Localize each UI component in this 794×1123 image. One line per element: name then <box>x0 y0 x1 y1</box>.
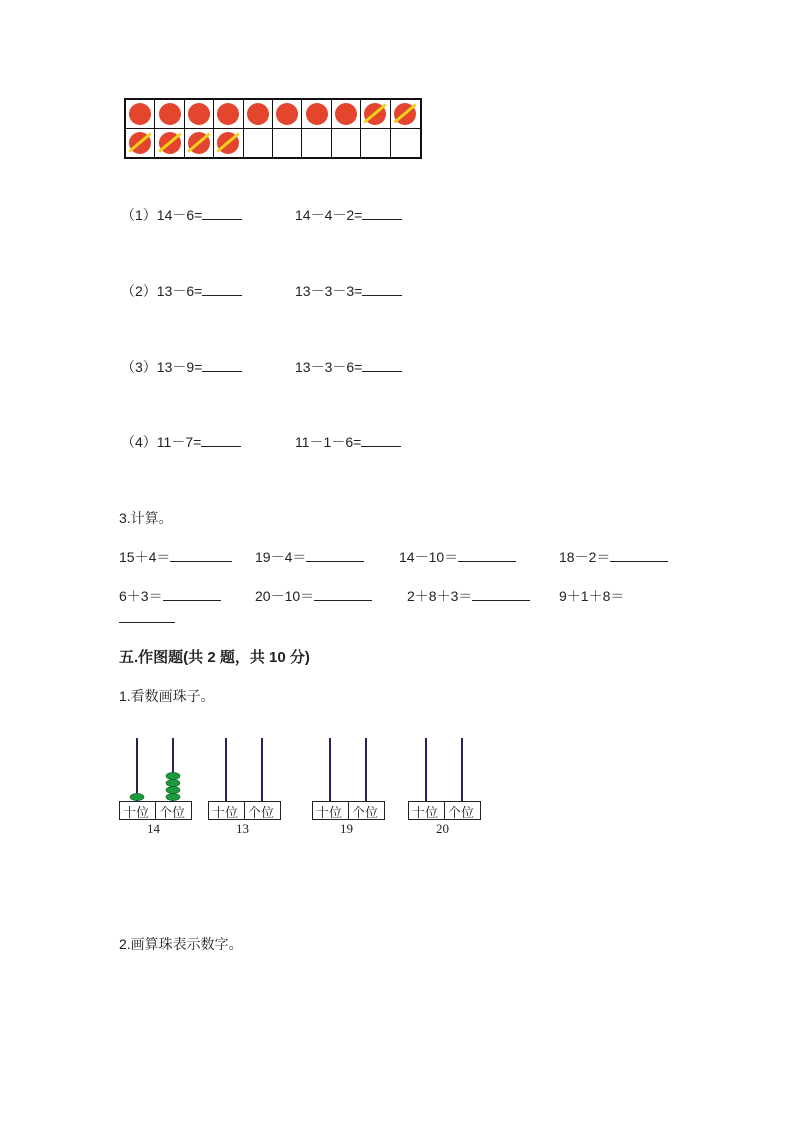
ten-frame-cell <box>391 129 420 158</box>
abacus-bead <box>166 793 180 800</box>
q2-item-1-left: （1）14－6= <box>121 205 242 225</box>
counter-dot <box>276 103 298 125</box>
answer-blank[interactable] <box>202 357 242 372</box>
answer-blank[interactable] <box>362 357 402 372</box>
ten-frame-cell <box>214 129 243 158</box>
abacus-bead <box>166 772 180 779</box>
q3-row2-item3: 2＋8＋3＝ <box>407 586 530 606</box>
ten-frame-cell <box>185 129 214 158</box>
ten-frame-cell <box>273 129 302 158</box>
ten-frame-cell <box>391 100 420 129</box>
ten-frame-cell <box>185 100 214 129</box>
answer-blank[interactable] <box>202 205 242 220</box>
answer-blank[interactable] <box>458 547 516 562</box>
q2-item-1-right: 14－4－2= <box>295 205 402 225</box>
q5-1-title: 1.看数画珠子。 <box>119 688 215 704</box>
abacus-number: 20 <box>436 821 449 836</box>
ones-label: 个位 <box>159 805 186 820</box>
answer-blank[interactable] <box>163 586 221 601</box>
q2-item-3-left: （3）13－9= <box>121 357 242 377</box>
ten-frame-cell <box>126 129 155 158</box>
q3-row1-item2: 19－4＝ <box>255 547 364 567</box>
answer-blank[interactable] <box>610 547 668 562</box>
q2-item-3-right: 13－3－6= <box>295 357 402 377</box>
counter-dot <box>306 103 328 125</box>
abacus-number: 19 <box>340 821 353 836</box>
ten-frame-cell <box>361 129 390 158</box>
abacus-bead <box>130 793 144 800</box>
counter-dot <box>217 103 239 125</box>
ten-frame-cell <box>273 100 302 129</box>
ten-frame-cell <box>126 100 155 129</box>
ten-frame-cell <box>361 100 390 129</box>
ten-frame-cell <box>332 100 361 129</box>
q3-row1-item1: 15＋4＝ <box>119 547 232 567</box>
ten-frame-cell <box>155 100 184 129</box>
answer-blank[interactable] <box>361 432 401 447</box>
q3-row2-item1: 6＋3＝ <box>119 586 221 606</box>
ten-frame <box>124 98 422 159</box>
answer-blank[interactable] <box>170 547 232 562</box>
q3-row1-item3: 14－10＝ <box>399 547 516 567</box>
abacus-bead <box>166 786 180 793</box>
answer-blank[interactable] <box>119 608 175 623</box>
q2-item-2-left: （2）13－6= <box>121 281 242 301</box>
ones-label: 个位 <box>248 805 275 820</box>
answer-blank[interactable] <box>201 432 241 447</box>
ten-frame-cell <box>155 129 184 158</box>
tens-label: 十位 <box>212 805 239 820</box>
section-title: 五.作图题(共 2 题，共 10 分) <box>119 649 310 666</box>
q2-item-4-right: 11－1－6= <box>295 432 401 452</box>
q3-row2-item2: 20－10＝ <box>255 586 372 606</box>
ones-label: 个位 <box>352 805 379 820</box>
counter-dot <box>188 103 210 125</box>
counter-dot <box>159 103 181 125</box>
q2-item-4-left: （4）11－7= <box>121 432 241 452</box>
counter-dot <box>129 103 151 125</box>
ten-frame-cell <box>244 100 273 129</box>
q2-item-2-right: 13－3－3= <box>295 281 402 301</box>
counter-dot <box>335 103 357 125</box>
q3-title: 3.计算。 <box>119 510 173 526</box>
answer-blank[interactable] <box>472 586 530 601</box>
ten-frame-cell <box>332 129 361 158</box>
ten-frame-cell <box>244 129 273 158</box>
ten-frame-cell <box>302 100 331 129</box>
abacus-number: 13 <box>236 821 249 836</box>
answer-blank[interactable] <box>314 586 372 601</box>
ones-label: 个位 <box>448 805 475 820</box>
abacus-group <box>110 732 490 840</box>
abacus-bead <box>166 779 180 786</box>
counter-dot <box>247 103 269 125</box>
answer-blank[interactable] <box>306 547 364 562</box>
ten-frame-cell <box>302 129 331 158</box>
q3-row1-item4: 18－2＝ <box>559 547 668 567</box>
tens-label: 十位 <box>412 805 439 820</box>
tens-label: 十位 <box>123 805 150 820</box>
abacus-number: 14 <box>147 821 160 836</box>
ten-frame-cell <box>214 100 243 129</box>
q3-row2-item4: 9＋1＋8＝ <box>559 588 625 604</box>
answer-blank[interactable] <box>362 205 402 220</box>
answer-blank[interactable] <box>362 281 402 296</box>
q5-2-title: 2.画算珠表示数字。 <box>119 936 243 952</box>
answer-blank[interactable] <box>202 281 242 296</box>
tens-label: 十位 <box>316 805 343 820</box>
